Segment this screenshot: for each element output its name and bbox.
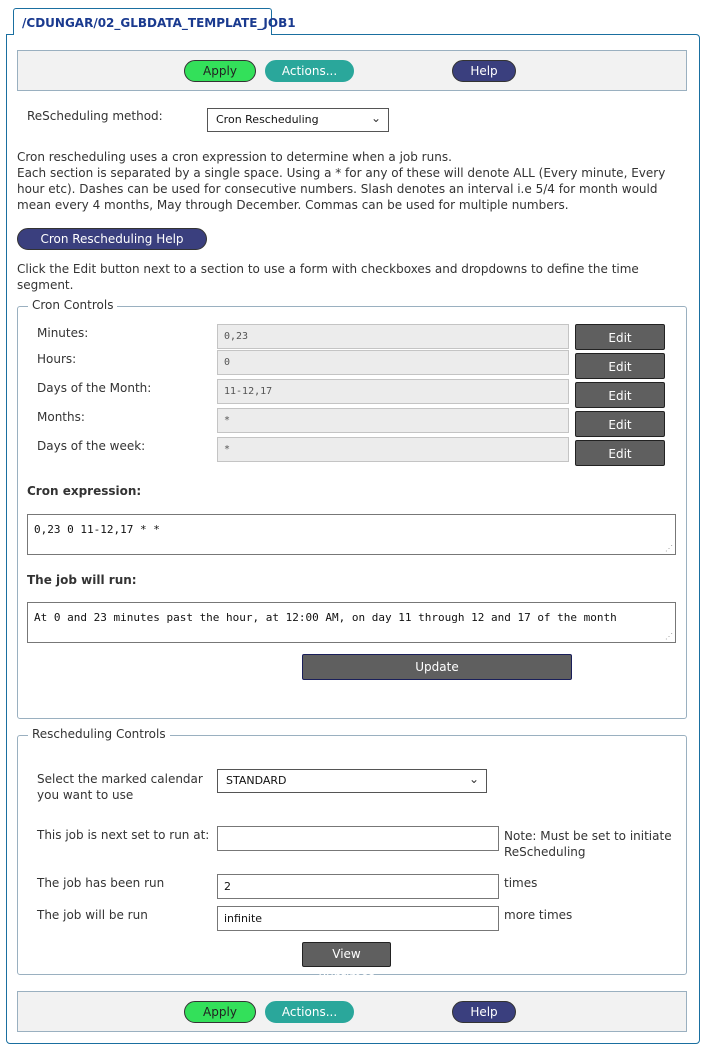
months-field: * xyxy=(217,408,569,433)
rescheduling-controls-legend: Rescheduling Controls xyxy=(28,727,170,741)
job-will-run-textarea[interactable] xyxy=(27,602,676,643)
calendar-select-value: STANDARD xyxy=(226,774,287,787)
view-runtimes-button[interactable]: View Runtimes xyxy=(302,942,391,967)
days-of-week-field: * xyxy=(217,437,569,462)
calendar-select[interactable] xyxy=(217,769,487,793)
update-button[interactable]: Update xyxy=(302,654,572,680)
has-run-label: The job has been run xyxy=(37,876,165,890)
resize-grip-icon[interactable]: ⋰ xyxy=(665,632,673,641)
description-line-1: Cron rescheduling uses a cron expression to determine when a job runs. xyxy=(17,150,452,164)
cron-rescheduling-help-button[interactable]: Cron Rescheduling Help xyxy=(17,228,207,250)
edit-months-button[interactable]: Edit xyxy=(575,411,665,437)
will-run-label: The job will be run xyxy=(37,908,148,922)
has-run-input[interactable]: 2 xyxy=(217,874,499,899)
minutes-field: 0,23 xyxy=(217,324,569,349)
next-run-label: This job is next set to run at: xyxy=(37,828,210,842)
job-will-run-value: At 0 and 23 minutes past the hour, at 12:00 AM, on day 11 through 12 and 17 of the month xyxy=(34,611,617,624)
hours-label: Hours: xyxy=(37,352,77,366)
job-will-run-label: The job will run: xyxy=(27,573,137,587)
description-line-2: Each section is separated by a single space. Using a * for any of these will denote ALL (Every minute, Every hour etc). Dashes can be used for consecutive numbers. Slash denotes an interval i.e 5/4 for month would mean every 4 months, May through December. Commas can be used for multiple numbers. xyxy=(17,166,666,212)
days-of-month-label: Days of the Month: xyxy=(37,381,152,395)
calendar-label: Select the marked calendar you want to use xyxy=(37,772,203,802)
edit-days-of-week-button[interactable]: Edit xyxy=(575,440,665,466)
months-label: Months: xyxy=(37,410,85,424)
edit-hours-button[interactable]: Edit xyxy=(575,353,665,379)
edit-days-of-month-button[interactable]: Edit xyxy=(575,382,665,408)
edit-minutes-button[interactable]: Edit xyxy=(575,324,665,350)
cron-expression-label: Cron expression: xyxy=(27,484,142,498)
cron-description xyxy=(17,149,677,213)
help-button[interactable]: Help xyxy=(452,60,516,82)
minutes-label: Minutes: xyxy=(37,326,89,340)
edit-hint-text: Click the Edit button next to a section to use a form with checkboxes and dropdowns to define the time segment. xyxy=(17,262,639,292)
actions-button[interactable]: Actions... xyxy=(265,1001,354,1023)
will-run-suffix: more times xyxy=(504,908,573,922)
rescheduling-method-value: Cron Rescheduling xyxy=(216,113,319,126)
next-run-input[interactable] xyxy=(217,826,499,851)
resize-grip-icon[interactable]: ⋰ xyxy=(665,544,673,553)
apply-button[interactable]: Apply xyxy=(184,60,256,82)
will-run-input[interactable]: infinite xyxy=(217,906,499,931)
job-tab[interactable]: /CDUNGAR/02_GLBDATA_TEMPLATE_JOB1 xyxy=(13,8,272,35)
rescheduling-method-select[interactable] xyxy=(207,108,389,132)
apply-button[interactable]: Apply xyxy=(184,1001,256,1023)
top-toolbar xyxy=(17,50,687,91)
chevron-down-icon: ⌄ xyxy=(370,111,381,125)
days-of-week-label: Days of the week: xyxy=(37,439,146,453)
has-run-suffix: times xyxy=(504,876,538,890)
cron-expression-textarea[interactable] xyxy=(27,514,676,555)
help-button[interactable]: Help xyxy=(452,1001,516,1023)
bottom-toolbar xyxy=(17,991,687,1032)
actions-button[interactable]: Actions... xyxy=(265,60,354,82)
rescheduling-method-label: ReScheduling method: xyxy=(27,109,163,123)
days-of-month-field: 11-12,17 xyxy=(217,379,569,404)
cron-controls-legend: Cron Controls xyxy=(28,298,117,312)
cron-expression-value: 0,23 0 11-12,17 * * xyxy=(34,523,160,536)
next-run-note: Note: Must be set to initiate ReScheduling xyxy=(504,829,672,859)
hours-field: 0 xyxy=(217,350,569,375)
chevron-down-icon: ⌄ xyxy=(468,772,479,786)
